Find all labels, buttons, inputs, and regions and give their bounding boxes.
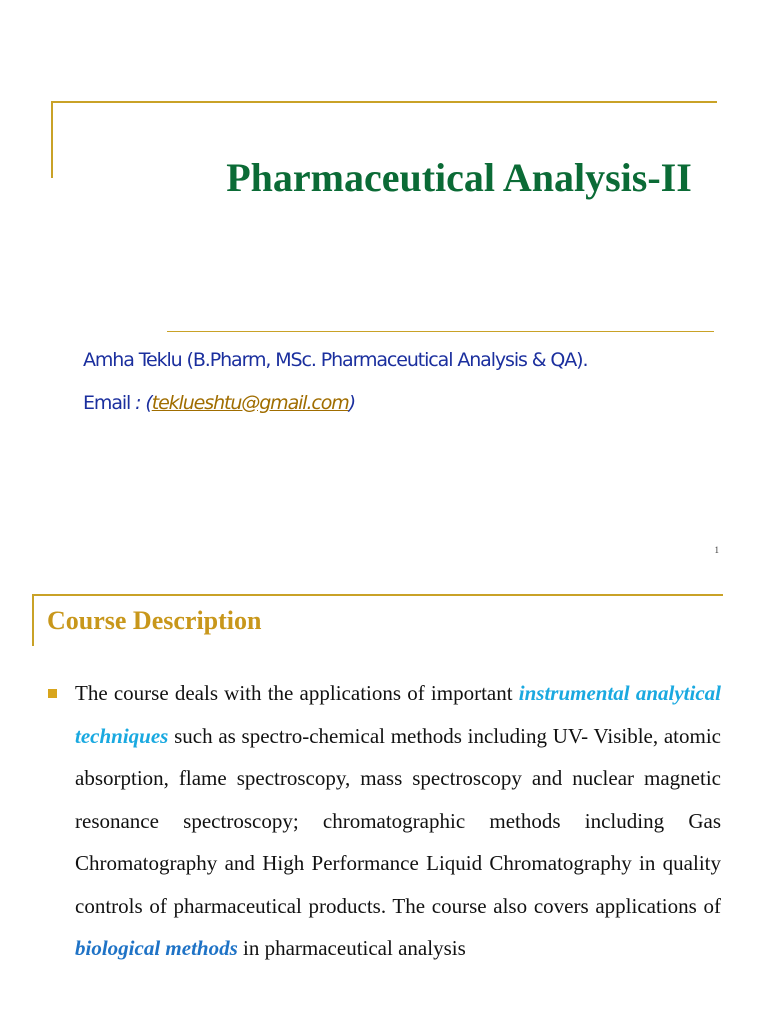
top-accent-line <box>32 594 723 596</box>
body-text-2: such as spectro-chemical methods including UV- Visible, atomic absorption, flame spectroscopy, mass spectroscopy and nuclear magnetic resonance spectroscopy; chromatographic methods including Gas Chromatography and High Performance Liquid Chromatography in quality controls of pharmaceutical products. The course also covers applications of <box>75 723 721 918</box>
body-text-3: in pharmaceutical analysis <box>237 936 466 960</box>
divider-line <box>167 331 714 332</box>
course-description-text <box>75 672 721 970</box>
left-accent-line <box>51 101 53 178</box>
page-number: 1 <box>714 545 719 555</box>
email-close-paren: ) <box>348 392 356 414</box>
email-line <box>83 386 355 420</box>
email-link[interactable]: teklueshtu@gmail.com <box>151 392 349 414</box>
top-accent-line <box>51 101 717 103</box>
email-open-paren: : ( <box>135 392 152 414</box>
highlight-biological: biological methods <box>75 936 238 960</box>
body-text-1: The course deals with the applications of important <box>75 681 519 705</box>
section-heading: Course Description <box>47 606 262 635</box>
slide-title: Pharmaceutical Analysis-II <box>226 155 692 200</box>
email-label: Email <box>83 392 136 414</box>
highlight-instrumental: instrumental analytical techniques <box>75 681 721 748</box>
slide-2 <box>0 578 768 1024</box>
bullet-square-icon <box>48 689 57 698</box>
left-accent-line <box>32 594 34 646</box>
author-line: Amha Teklu (B.Pharm, MSc. Pharmaceutical Analysis & QA). <box>83 349 588 371</box>
